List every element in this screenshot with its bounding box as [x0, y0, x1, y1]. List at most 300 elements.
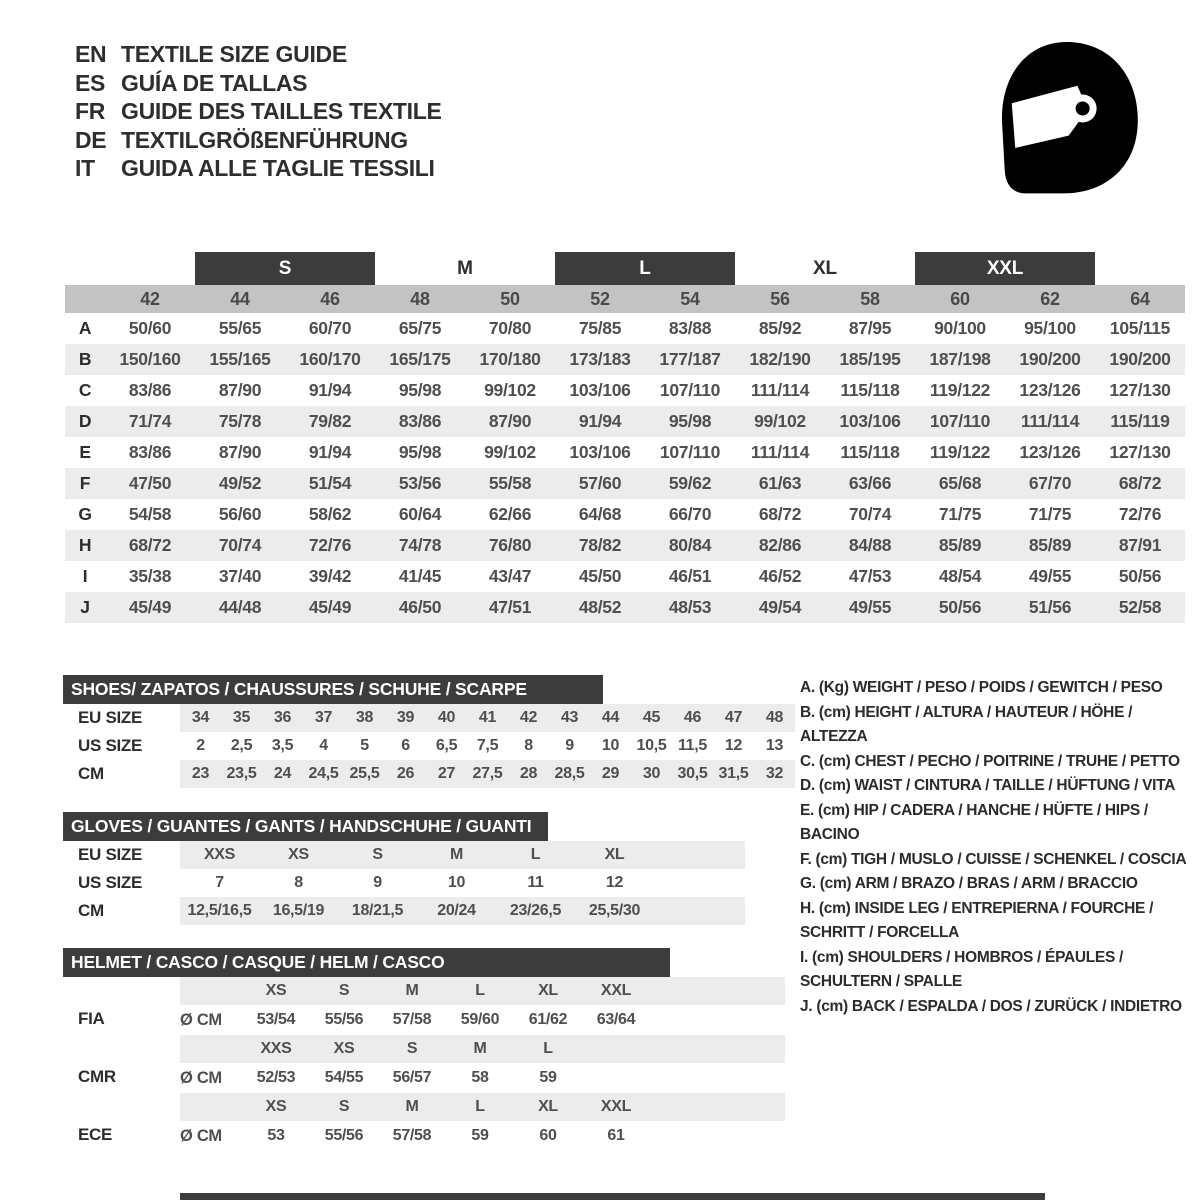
helmet-value-cell: 58 — [471, 1069, 489, 1086]
size-group-s: S — [195, 252, 375, 285]
measure-value-cell: 165/175 — [389, 349, 451, 369]
size-header-cell: 44 — [230, 288, 250, 309]
helmet-size-section — [63, 948, 803, 1151]
measure-row-g — [65, 499, 1185, 530]
value-cell: 4 — [319, 737, 328, 754]
value-cell: 6 — [401, 737, 410, 754]
size-row-us-size — [63, 732, 803, 760]
measure-value-cell: 85/92 — [758, 318, 802, 338]
measure-value-cell: 107/110 — [659, 442, 721, 462]
value-cell: 11 — [527, 874, 544, 891]
measure-value-cell: 57/60 — [578, 473, 622, 493]
value-cell: 10,5 — [636, 737, 667, 754]
measure-letter: E — [79, 442, 91, 462]
measure-value-cell: 63/66 — [848, 473, 892, 493]
language-code: ES — [75, 69, 106, 96]
helmet-value-cell: 63/64 — [596, 1011, 636, 1028]
value-cell: 45 — [642, 709, 661, 726]
racing-helmet-graphic — [975, 28, 1150, 210]
measure-value-cell: 43/47 — [488, 566, 532, 586]
value-cell: 25,5 — [349, 765, 380, 782]
measure-value-cell: 58/62 — [308, 504, 352, 524]
measure-value-cell: 91/94 — [308, 380, 352, 400]
legend-item-d: D. (cm) WAIST / CINTURA / TAILLE / HÜFTUNG / VITA — [800, 777, 1176, 794]
value-cell: 41 — [478, 709, 497, 726]
size-row-eu-size — [63, 841, 803, 869]
measure-value-cell: 87/90 — [488, 411, 532, 431]
size-header-cell: 64 — [1130, 288, 1150, 309]
size-header-cell: 60 — [950, 288, 970, 309]
value-cell: 9 — [565, 737, 574, 754]
helmet-size-cell: S — [338, 1098, 350, 1115]
measure-value-cell: 47/53 — [848, 566, 892, 586]
size-row-cm — [63, 897, 803, 925]
measure-value-cell: 62/66 — [488, 504, 532, 524]
helmet-value-cell: 59 — [539, 1069, 557, 1086]
standard-label-cmr: CMR — [78, 1067, 116, 1086]
measure-row-i — [65, 561, 1185, 592]
value-cell: 29 — [601, 765, 620, 782]
measure-value-cell: 79/82 — [308, 411, 352, 431]
helmet-size-cell: S — [338, 982, 350, 999]
helmet-value-cell: 57/58 — [392, 1127, 432, 1144]
standard-label-fia: FIA — [78, 1009, 105, 1028]
value-cell: 48 — [765, 709, 784, 726]
measure-value-cell: 61/63 — [758, 473, 802, 493]
legend-item-e: E. (cm) HIP / CADERA / HANCHE / HÜFTE / HIPS / BACINO — [800, 801, 1148, 843]
value-cell: 9 — [373, 874, 382, 891]
measure-value-cell: 70/80 — [488, 318, 532, 338]
measure-value-cell: 68/72 — [1118, 473, 1162, 493]
language-title: TEXTILE SIZE GUIDE — [121, 41, 347, 67]
measure-row-a — [65, 313, 1185, 344]
language-row — [75, 40, 442, 69]
measure-value-cell: 66/70 — [668, 504, 712, 524]
measure-value-cell: 45/49 — [308, 597, 352, 617]
measure-value-cell: 59/62 — [668, 473, 712, 493]
helmet-size-cell: S — [406, 1040, 418, 1057]
measure-value-cell: 56/60 — [218, 504, 262, 524]
measure-value-cell: 47/51 — [488, 597, 532, 617]
measure-value-cell: 50/60 — [128, 318, 172, 338]
measure-value-cell: 83/88 — [668, 318, 712, 338]
row-values — [180, 869, 745, 897]
measure-letter: B — [78, 349, 92, 369]
helmet-value-cell: 59/60 — [460, 1011, 500, 1028]
value-cell: 11,5 — [677, 737, 708, 754]
measure-value-cell: 160/170 — [299, 349, 361, 369]
gloves-size-section — [63, 812, 803, 925]
helmet-sizes-values — [180, 1093, 785, 1121]
value-cell: 27,5 — [472, 765, 503, 782]
helmet-size-cell: XL — [538, 982, 558, 999]
size-header-cell: 52 — [590, 288, 610, 309]
measure-value-cell: 103/106 — [569, 442, 631, 462]
value-cell: 26 — [396, 765, 415, 782]
measure-value-cell: 119/122 — [929, 442, 991, 462]
diameter-unit-label: Ø CM — [180, 1068, 222, 1087]
value-cell: 37 — [314, 709, 333, 726]
value-cell: 12 — [724, 737, 743, 754]
value-cell: 23 — [191, 765, 210, 782]
measure-value-cell: 44/48 — [218, 597, 262, 617]
measure-value-cell: 72/76 — [1118, 504, 1162, 524]
measure-value-cell: 115/119 — [1110, 411, 1170, 431]
measure-value-cell: 107/110 — [659, 380, 721, 400]
helmet-sizes-row-fia — [63, 977, 803, 1005]
size-group-l: L — [555, 252, 735, 285]
value-cell: 3,5 — [271, 737, 294, 754]
measure-value-cell: 72/76 — [308, 535, 352, 555]
helmet-values — [180, 1121, 785, 1151]
measure-value-cell: 127/130 — [1109, 442, 1171, 462]
helmet-size-cell: XS — [333, 1040, 355, 1057]
value-cell: 16,5/19 — [272, 902, 325, 919]
value-cell: 6,5 — [435, 737, 458, 754]
measure-value-cell: 87/95 — [848, 318, 892, 338]
helmet-value-cell: 54/55 — [324, 1069, 364, 1086]
measure-value-cell: 99/102 — [484, 380, 536, 400]
measure-value-cell: 49/55 — [1028, 566, 1072, 586]
value-cell: 5 — [360, 737, 369, 754]
helmet-value-cell: 56/57 — [392, 1069, 432, 1086]
value-cell: 31,5 — [718, 765, 749, 782]
language-title-list — [75, 40, 442, 183]
row-label: US SIZE — [78, 736, 143, 755]
measure-value-cell: 95/98 — [398, 380, 442, 400]
measure-value-cell: 49/52 — [218, 473, 262, 493]
value-cell: M — [449, 846, 464, 863]
size-header-cell: 42 — [140, 288, 160, 309]
measure-value-cell: 87/90 — [218, 380, 262, 400]
measure-letter: J — [80, 597, 90, 617]
value-cell: 30,5 — [677, 765, 708, 782]
value-cell: 24 — [273, 765, 292, 782]
racing-helmet-icon — [975, 28, 1150, 210]
size-header-cell: 62 — [1040, 288, 1060, 309]
measure-value-cell: 115/118 — [840, 442, 900, 462]
language-title: GUIDE DES TAILLES TEXTILE — [121, 98, 442, 124]
language-title: GUIDA ALLE TAGLIE TESSILI — [121, 155, 435, 181]
measure-value-cell: 51/56 — [1028, 597, 1072, 617]
language-code: FR — [75, 98, 106, 124]
value-cell: 13 — [765, 737, 784, 754]
measure-value-cell: 83/86 — [128, 380, 172, 400]
helmet-sizes-row-cmr — [63, 1035, 803, 1063]
value-cell: 43 — [560, 709, 579, 726]
value-cell: 38 — [355, 709, 374, 726]
helmet-size-cell: XS — [265, 1098, 287, 1115]
legend-item-a: A. (Kg) WEIGHT / PESO / POIDS / GEWITCH / PESO — [800, 679, 1163, 696]
helmet-size-cell: XL — [538, 1098, 558, 1115]
measure-letter: H — [78, 535, 92, 555]
size-header-cell: 54 — [680, 288, 700, 309]
measurement-legend — [800, 676, 1200, 1019]
measure-row-b — [65, 344, 1185, 375]
value-cell: 34 — [191, 709, 210, 726]
helmet-values — [180, 1005, 785, 1035]
value-cell: 20/24 — [437, 902, 476, 919]
helmet-size-cell: XXL — [600, 1098, 632, 1115]
helmet-value-cell: 61 — [607, 1127, 625, 1144]
measure-value-cell: 87/90 — [218, 442, 262, 462]
measure-value-cell: 78/82 — [578, 535, 622, 555]
size-header-cell: 48 — [410, 288, 430, 309]
helmet-section-header: HELMET / CASCO / CASQUE / HELM / CASCO — [63, 948, 670, 977]
measure-value-cell: 83/86 — [398, 411, 442, 431]
value-cell: 30 — [642, 765, 661, 782]
measure-value-cell: 71/75 — [938, 504, 982, 524]
value-cell: 18/21,5 — [351, 902, 404, 919]
measure-value-cell: 127/130 — [1109, 380, 1171, 400]
measure-value-cell: 119/122 — [929, 380, 991, 400]
measure-value-cell: 49/55 — [848, 597, 892, 617]
row-label: EU SIZE — [78, 845, 143, 864]
helmet-value-row-fia — [63, 1005, 803, 1035]
measure-value-cell: 46/52 — [758, 566, 802, 586]
language-code: IT — [75, 155, 95, 181]
measure-value-cell: 48/52 — [578, 597, 622, 617]
textile-size-table — [65, 252, 1185, 623]
measure-value-cell: 95/98 — [398, 442, 442, 462]
measure-value-cell: 53/56 — [398, 473, 442, 493]
value-cell: 23,5 — [226, 765, 257, 782]
measure-value-cell: 85/89 — [1028, 535, 1072, 555]
value-cell: XS — [288, 846, 309, 863]
measure-value-cell: 87/91 — [1118, 535, 1162, 555]
measure-value-cell: 99/102 — [484, 442, 536, 462]
value-cell: 2,5 — [230, 737, 253, 754]
helmet-size-cell: L — [543, 1040, 553, 1057]
measure-value-cell: 185/195 — [839, 349, 901, 369]
legend-item-h: H. (cm) INSIDE LEG / ENTREPIERNA / FOURCHE / SCHRITT / FORCELLA — [800, 899, 1154, 941]
measure-value-cell: 54/58 — [128, 504, 172, 524]
measure-row-f — [65, 468, 1185, 499]
measure-value-cell: 67/70 — [1028, 473, 1072, 493]
helmet-value-cell: 60 — [539, 1127, 557, 1144]
value-cell: XL — [604, 846, 625, 863]
measure-value-cell: 150/160 — [119, 349, 181, 369]
value-cell: 32 — [765, 765, 784, 782]
helmet-size-cell: M — [405, 1098, 419, 1115]
value-cell: 39 — [396, 709, 415, 726]
row-values — [180, 732, 795, 760]
measure-value-cell: 55/65 — [218, 318, 262, 338]
measure-value-cell: 74/78 — [398, 535, 442, 555]
value-cell: 46 — [683, 709, 702, 726]
measure-value-cell: 48/53 — [668, 597, 712, 617]
measure-value-cell: 50/56 — [938, 597, 982, 617]
measure-value-cell: 65/75 — [398, 318, 442, 338]
helmet-sizes-values — [180, 977, 785, 1005]
value-cell: 35 — [232, 709, 251, 726]
measure-value-cell: 111/114 — [1020, 411, 1080, 431]
helmet-value-cell: 52/53 — [256, 1069, 296, 1086]
helmet-sizes-row-ece — [63, 1093, 803, 1121]
measure-value-cell: 45/49 — [128, 597, 172, 617]
shoes-size-section — [63, 675, 803, 788]
measure-row-j — [65, 592, 1185, 623]
value-cell: L — [530, 846, 541, 863]
helmet-size-cell: L — [475, 1098, 485, 1115]
language-row — [75, 97, 442, 126]
measure-value-cell: 111/114 — [750, 442, 810, 462]
measure-value-cell: 50/56 — [1118, 566, 1162, 586]
value-cell: 12,5/16,5 — [187, 902, 252, 919]
value-cell: 8 — [294, 874, 303, 891]
size-row-cm — [63, 760, 803, 788]
measure-letter: G — [78, 504, 92, 524]
measure-value-cell: 48/54 — [938, 566, 982, 586]
value-cell: 40 — [437, 709, 456, 726]
row-values — [180, 897, 745, 925]
helmet-size-cell: XS — [265, 982, 287, 999]
measure-letter: I — [82, 566, 88, 586]
value-cell: 42 — [519, 709, 538, 726]
measure-value-cell: 85/89 — [938, 535, 982, 555]
value-cell: 25,5/30 — [588, 902, 641, 919]
helmet-value-cell: 55/56 — [324, 1011, 364, 1028]
diameter-unit-label: Ø CM — [180, 1126, 222, 1145]
measure-row-c — [65, 375, 1185, 406]
measure-value-cell: 105/115 — [1109, 318, 1171, 338]
value-cell: 10 — [601, 737, 620, 754]
helmet-value-cell: 59 — [471, 1127, 489, 1144]
measure-value-cell: 76/80 — [488, 535, 532, 555]
size-group-xl: XL — [813, 258, 837, 279]
legend-item-b: B. (cm) HEIGHT / ALTURA / HAUTEUR / HÖHE / ALTEZZA — [800, 703, 1133, 745]
helmet-sizes-values — [180, 1035, 785, 1063]
value-cell: 10 — [447, 874, 466, 891]
measure-letter: F — [79, 473, 91, 493]
numeric-sizes-row — [65, 285, 1185, 313]
measure-value-cell: 68/72 — [128, 535, 172, 555]
helmet-size-cell: M — [473, 1040, 487, 1057]
legend-item-j: J. (cm) BACK / ESPALDA / DOS / ZURÜCK / INDIETRO — [800, 997, 1182, 1015]
measure-value-cell: 187/198 — [929, 349, 991, 369]
language-row — [75, 69, 442, 98]
measure-value-cell: 55/58 — [488, 473, 532, 493]
size-header-cell: 56 — [770, 288, 790, 309]
measure-value-cell: 182/190 — [749, 349, 811, 369]
measure-value-cell: 111/114 — [750, 380, 810, 400]
helmet-size-cell: XXS — [260, 1040, 292, 1057]
measure-value-cell: 70/74 — [848, 504, 892, 524]
value-cell: 2 — [196, 737, 205, 754]
value-cell: XXS — [203, 846, 236, 863]
row-label: EU SIZE — [78, 708, 143, 727]
measure-value-cell: 71/75 — [1028, 504, 1072, 524]
standard-label-ece: ECE — [78, 1125, 113, 1144]
value-cell: 7,5 — [476, 737, 499, 754]
value-cell: S — [372, 846, 383, 863]
legend-item-f: F. (cm) TIGH / MUSLO / CUISSE / SCHENKEL / COSCIA — [800, 850, 1187, 868]
measure-row-h — [65, 530, 1185, 561]
row-label: CM — [78, 764, 104, 783]
measure-value-cell: 75/85 — [578, 318, 622, 338]
measure-value-cell: 173/183 — [569, 349, 631, 369]
value-cell: 23/26,5 — [509, 902, 562, 919]
measure-value-cell: 45/50 — [578, 566, 622, 586]
measure-value-cell: 95/100 — [1024, 318, 1076, 338]
measure-value-cell: 82/86 — [758, 535, 802, 555]
measure-value-cell: 75/78 — [218, 411, 262, 431]
size-header-cell: 58 — [860, 288, 880, 309]
measure-value-cell: 41/45 — [398, 566, 442, 586]
value-cell: 44 — [601, 709, 620, 726]
value-cell: 28 — [519, 765, 538, 782]
legend-item-c: C. (cm) CHEST / PECHO / POITRINE / TRUHE / PETTO — [800, 752, 1180, 770]
size-row-us-size — [63, 869, 803, 897]
value-cell: 28,5 — [554, 765, 585, 782]
measure-value-cell: 155/165 — [209, 349, 271, 369]
size-header-cell: 50 — [500, 288, 520, 309]
measure-value-cell: 91/94 — [308, 442, 352, 462]
language-row — [75, 126, 442, 155]
measure-value-cell: 170/180 — [479, 349, 541, 369]
measure-value-cell: 37/40 — [218, 566, 262, 586]
measure-value-cell: 80/84 — [668, 535, 712, 555]
helmet-value-cell: 61/62 — [528, 1011, 568, 1028]
helmet-values — [180, 1063, 785, 1093]
row-values — [180, 841, 745, 869]
size-group-m: M — [457, 258, 473, 279]
helmet-value-row-cmr — [63, 1063, 803, 1093]
measure-value-cell: 190/200 — [1019, 349, 1081, 369]
measure-value-cell: 177/187 — [659, 349, 721, 369]
row-label: CM — [78, 901, 104, 920]
measure-value-cell: 103/106 — [839, 411, 901, 431]
measure-value-cell: 107/110 — [929, 411, 991, 431]
measure-value-cell: 91/94 — [578, 411, 622, 431]
value-cell: 36 — [273, 709, 292, 726]
measure-letter: A — [78, 318, 92, 338]
value-cell: 27 — [437, 765, 456, 782]
language-title: TEXTILGRÖßENFÜHRUNG — [121, 126, 408, 153]
helmet-value-cell: 55/56 — [324, 1127, 364, 1144]
measure-value-cell: 115/118 — [840, 380, 900, 400]
measure-value-cell: 68/72 — [758, 504, 802, 524]
shoes-section-header: SHOES/ ZAPATOS / CHAUSSURES / SCHUHE / SCARPE — [63, 675, 603, 704]
measure-value-cell: 70/74 — [218, 535, 262, 555]
legend-item-i: I. (cm) SHOULDERS / HOMBROS / ÉPAULES / SCHULTERN / SPALLE — [800, 948, 1124, 990]
row-label: US SIZE — [78, 873, 143, 892]
measure-value-cell: 49/54 — [758, 597, 802, 617]
value-cell: 47 — [724, 709, 743, 726]
measure-value-cell: 46/51 — [668, 566, 712, 586]
row-values — [180, 704, 795, 732]
measure-value-cell: 46/50 — [398, 597, 442, 617]
language-code: EN — [75, 41, 107, 67]
measure-letter: D — [78, 411, 92, 431]
value-cell: 7 — [215, 874, 224, 891]
value-cell: 12 — [605, 874, 624, 891]
cutoff-section-bar — [180, 1193, 1045, 1200]
measure-row-d — [65, 406, 1185, 437]
measure-value-cell: 83/86 — [128, 442, 172, 462]
helmet-value-row-ece — [63, 1121, 803, 1151]
measure-value-cell: 84/88 — [848, 535, 892, 555]
measure-value-cell: 103/106 — [569, 380, 631, 400]
measure-row-e — [65, 437, 1185, 468]
helmet-size-cell: M — [405, 982, 419, 999]
diameter-unit-label: Ø CM — [180, 1010, 222, 1029]
value-cell: 24,5 — [308, 765, 339, 782]
measure-value-cell: 123/126 — [1019, 380, 1081, 400]
measure-letter: C — [78, 380, 92, 400]
measure-value-cell: 35/38 — [128, 566, 172, 586]
measure-value-cell: 60/70 — [308, 318, 352, 338]
